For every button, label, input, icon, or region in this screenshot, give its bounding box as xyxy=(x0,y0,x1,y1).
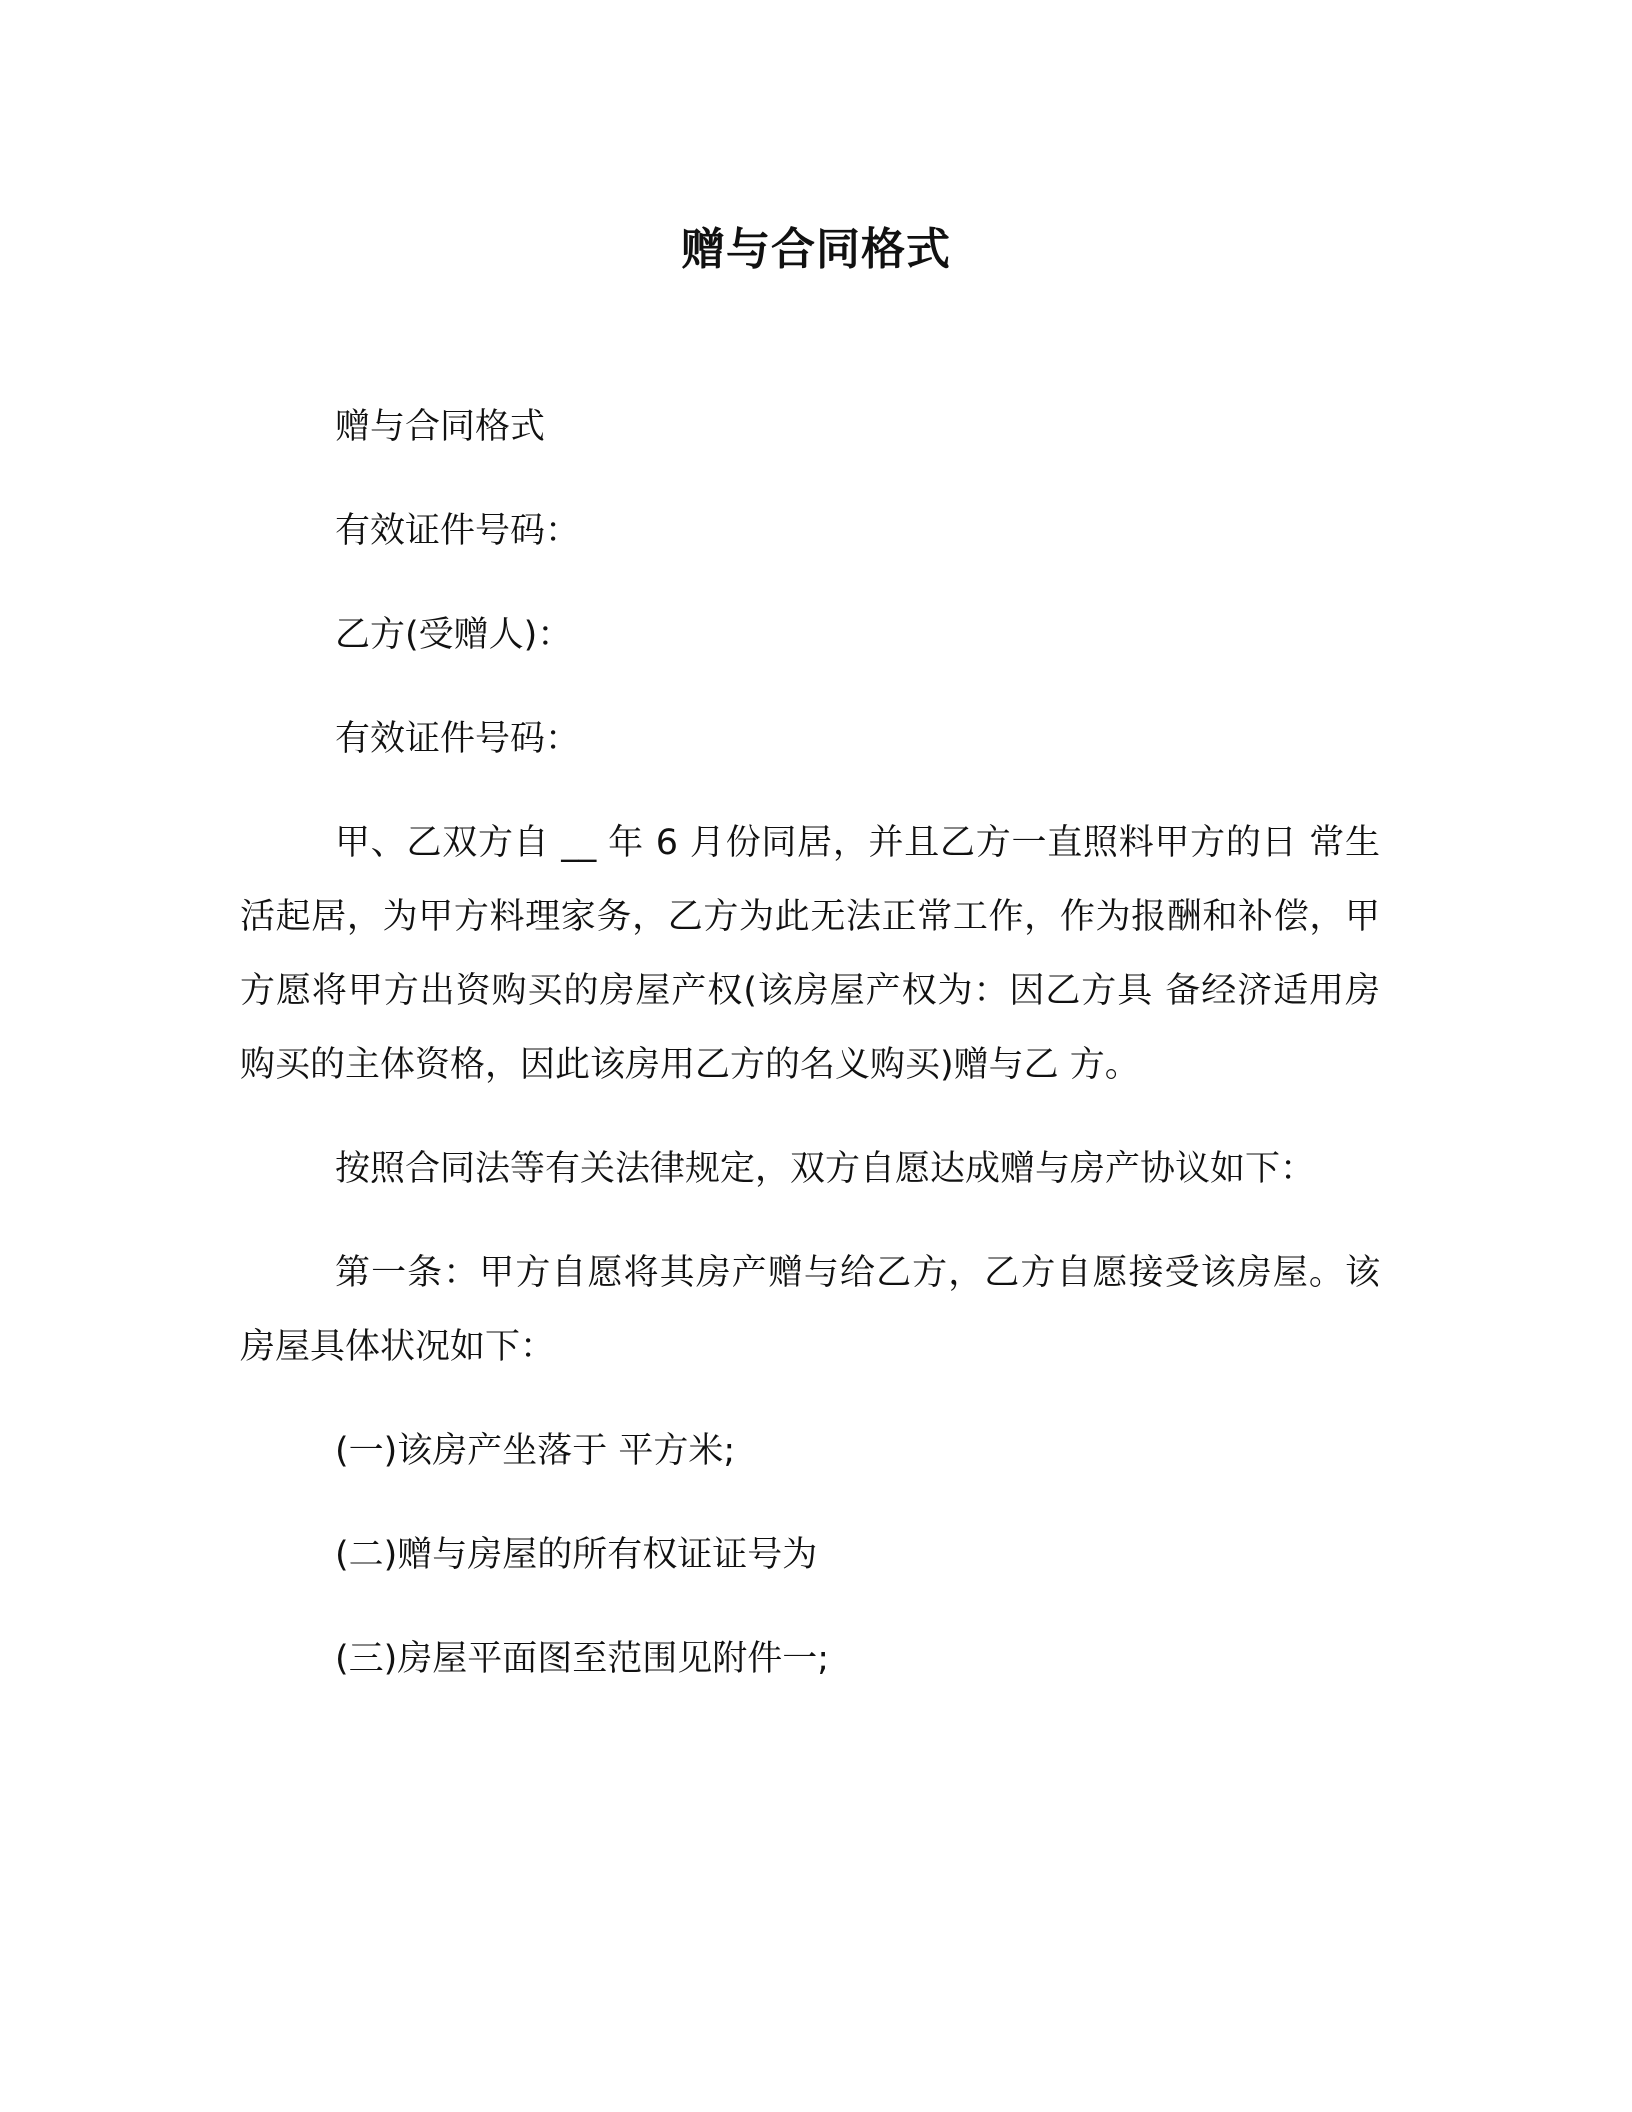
paragraph-item-three: (三)房屋平面图至范围见附件一; xyxy=(335,1639,830,1679)
document-body xyxy=(240,390,1380,1726)
paragraph-background: 甲、乙双方自 __ 年 6 月份同居，并且乙方一直照料甲方的日 常生活起居，为甲方料理家务，乙方为此无法正常工作，作为报酬和补偿，甲方愿将甲方出资购买的房屋产权(该房屋产权为：因乙方具 备经济适用房购买的主体资格，因此该房用乙方的名义购买)赠与乙 方。 xyxy=(240,823,1380,1085)
paragraph-party-b: 乙方(受赠人)： xyxy=(335,615,573,655)
paragraph-article-one: 第一条：甲方自愿将其房产赠与给乙方，乙方自愿接受该房屋。该房屋具体状况如下： xyxy=(240,1253,1380,1367)
paragraph-party-a-id: 有效证件号码： xyxy=(335,511,581,551)
paragraph-item-two: (二)赠与房屋的所有权证证号为 xyxy=(335,1535,818,1575)
paragraph-agreement-intro: 按照合同法等有关法律规定，双方自愿达成赠与房产协议如下： xyxy=(335,1149,1316,1189)
paragraph-party-b-id: 有效证件号码： xyxy=(335,719,581,759)
document-title: 赠与合同格式 xyxy=(681,224,951,275)
paragraph-heading: 赠与合同格式 xyxy=(335,407,546,447)
paragraph-item-one: (一)该房产坐落于 平方米; xyxy=(335,1431,736,1471)
